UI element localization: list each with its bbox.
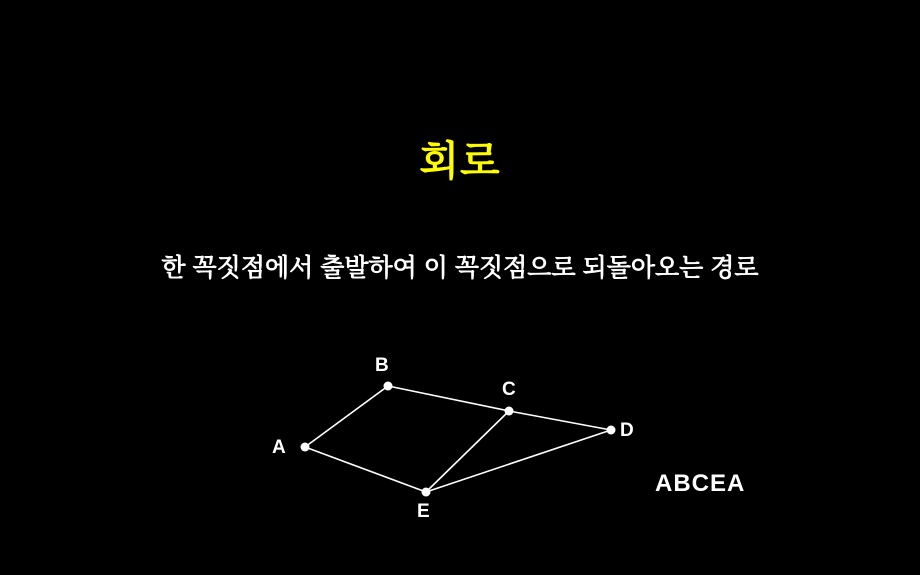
- subtitle-text: 한 꼭짓점에서 출발하여 이 꼭짓점으로 되돌아오는 경로: [161, 254, 759, 282]
- vertex-label-d: D: [620, 420, 634, 441]
- vertex-label-e: E: [417, 501, 430, 522]
- vertex-label-c: C: [502, 379, 516, 400]
- edge-c-d: [509, 411, 611, 430]
- vertex-c-dot: [505, 407, 514, 416]
- edge-a-e: [305, 447, 426, 492]
- edge-d-e: [426, 430, 611, 492]
- graph-vertices: [301, 382, 616, 497]
- vertex-a-dot: [301, 443, 310, 452]
- edge-a-b: [305, 386, 388, 447]
- edge-c-e: [426, 411, 509, 492]
- graph-diagram: [0, 330, 920, 530]
- vertex-d-dot: [607, 426, 616, 435]
- vertex-label-b: B: [375, 355, 389, 376]
- circuit-path-label: ABCEA: [655, 470, 746, 497]
- vertex-label-a: A: [272, 437, 286, 458]
- graph-edges: [305, 386, 611, 492]
- vertex-e-dot: [422, 488, 431, 497]
- vertex-b-dot: [384, 382, 393, 391]
- edge-b-c: [388, 386, 509, 411]
- page-title: 회로: [419, 138, 501, 184]
